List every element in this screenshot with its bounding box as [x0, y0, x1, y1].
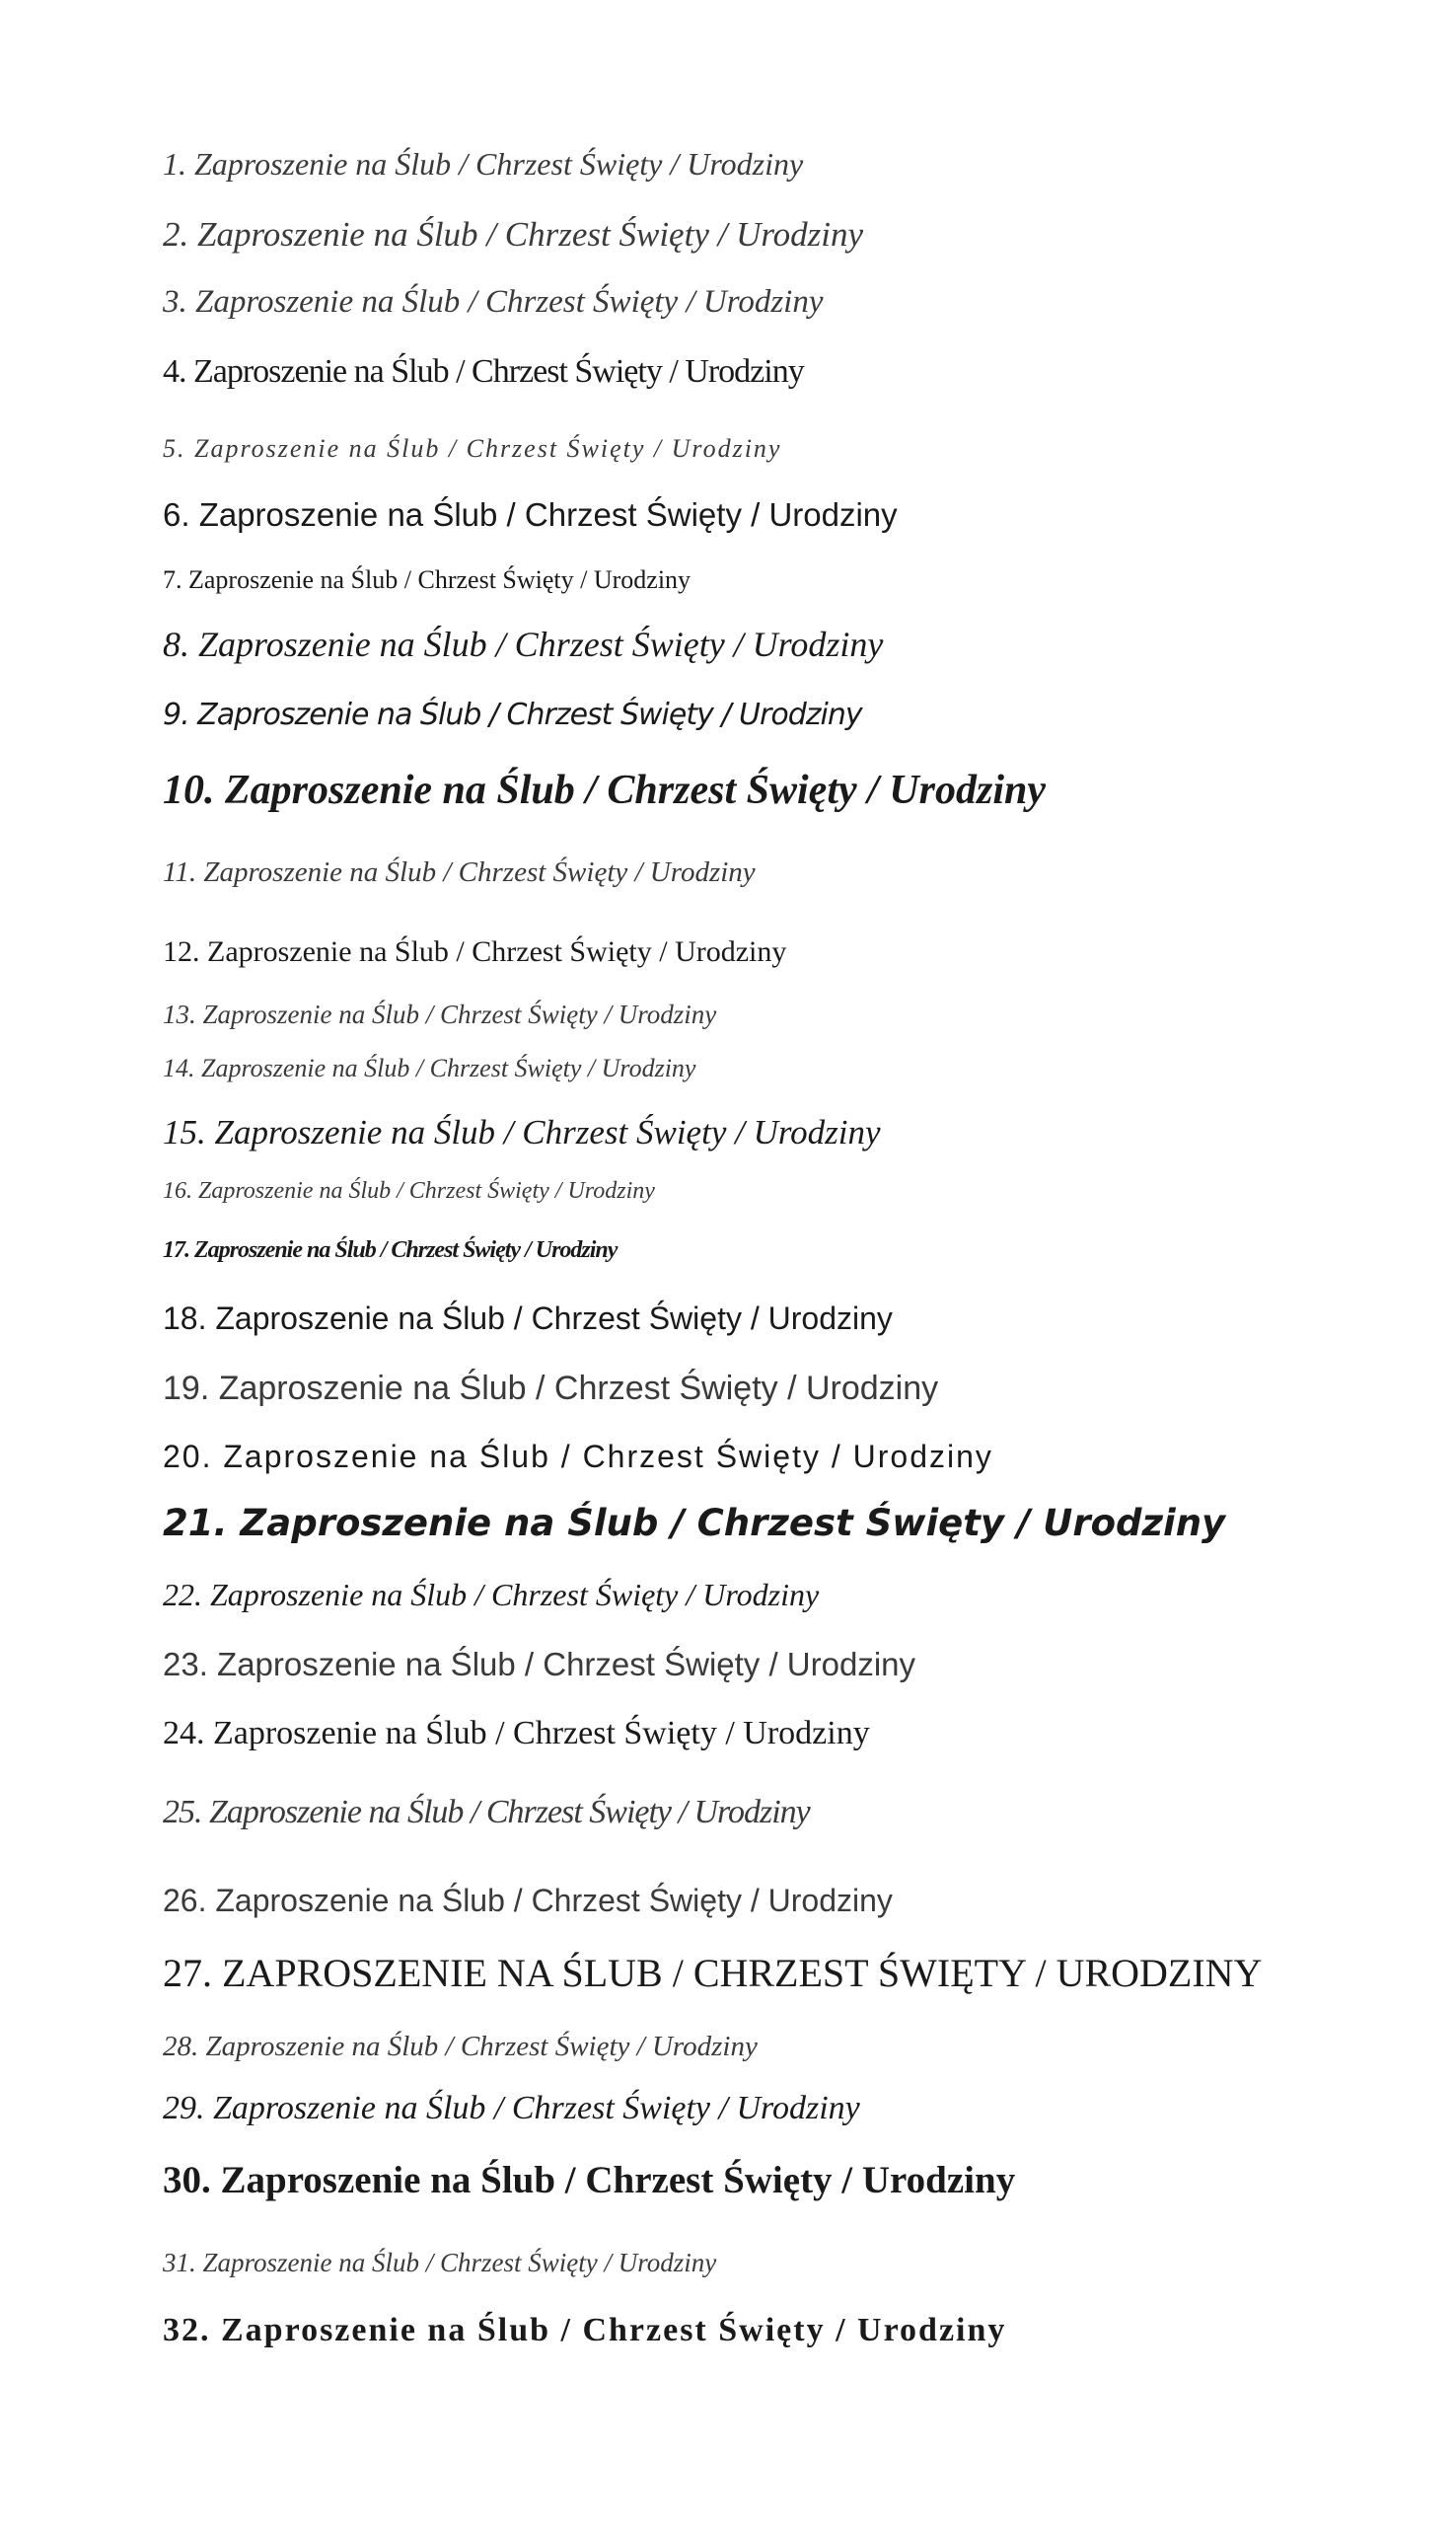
font-sample-10: 10. Zaproszenie na Ślub / Chrzest Święty / Urodziny [163, 768, 1046, 813]
font-sample-13: 13. Zaproszenie na Ślub / Chrzest Święty / Urodziny [163, 1000, 717, 1029]
font-sample-11: 11. Zaproszenie na Ślub / Chrzest Święty / Urodziny [163, 856, 756, 888]
font-sample-3: 3. Zaproszenie na Ślub / Chrzest Święty / Urodziny [163, 284, 824, 320]
font-sample-16: 16. Zaproszenie na Ślub / Chrzest Święty / Urodziny [163, 1178, 655, 1204]
font-sample-2: 2. Zaproszenie na Ślub / Chrzest Święty / Urodziny [163, 215, 864, 254]
font-sample-1: 1. Zaproszenie na Ślub / Chrzest Święty / Urodziny [163, 146, 804, 182]
font-sample-17: 17. Zaproszenie na Ślub / Chrzest Święty / Urodziny [163, 1237, 618, 1263]
font-sample-28: 28. Zaproszenie na Ślub / Chrzest Święty / Urodziny [163, 2031, 758, 2062]
font-sample-21: 21. Zaproszenie na Ślub / Chrzest Święty / Urodziny [163, 1502, 1226, 1544]
font-sample-8: 8. Zaproszenie na Ślub / Chrzest Święty / Urodziny [163, 625, 884, 664]
font-sample-9: 9. Zaproszenie na Ślub / Chrzest Święty / Urodziny [163, 698, 862, 732]
font-sample-14: 14. Zaproszenie na Ślub / Chrzest Święty / Urodziny [163, 1054, 696, 1082]
font-sample-20: 20. Zaproszenie na Ślub / Chrzest Święty / Urodziny [163, 1439, 993, 1474]
font-sample-19: 19. Zaproszenie na Ślub / Chrzest Święty / Urodziny [163, 1370, 939, 1407]
font-sample-29: 29. Zaproszenie na Ślub / Chrzest Święty / Urodziny [163, 2090, 860, 2126]
font-sample-26: 26. Zaproszenie na Ślub / Chrzest Święty / Urodziny [163, 1883, 893, 1918]
font-sample-18: 18. Zaproszenie na Ślub / Chrzest Święty / Urodziny [163, 1300, 893, 1336]
font-sample-30: 30. Zaproszenie na Ślub / Chrzest Święty / Urodziny [163, 2159, 1016, 2201]
font-sample-31: 31. Zaproszenie na Ślub / Chrzest Święty / Urodziny [163, 2248, 717, 2277]
font-sample-24: 24. Zaproszenie na Ślub / Chrzest Święty / Urodziny [163, 1715, 870, 1751]
font-sample-5: 5. Zaproszenie na Ślub / Chrzest Święty / Urodziny [163, 434, 782, 463]
font-sample-27: 27. ZAPROSZENIE NA ŚLUB / CHRZEST ŚWIĘTY / URODZINY [163, 1951, 1263, 1995]
font-sample-7: 7. Zaproszenie na Ślub / Chrzest Święty / Urodziny [163, 565, 692, 594]
font-sample-32: 32. Zaproszenie na Ślub / Chrzest Święty / Urodziny [163, 2312, 1007, 2348]
font-sample-12: 12. Zaproszenie na Ślub / Chrzest Święty / Urodziny [163, 935, 787, 968]
font-sample-25: 25. Zaproszenie na Ślub / Chrzest Święty / Urodziny [163, 1794, 810, 1830]
font-sample-6: 6. Zaproszenie na Ślub / Chrzest Święty / Urodziny [163, 496, 898, 533]
font-sample-22: 22. Zaproszenie na Ślub / Chrzest Święty / Urodziny [163, 1577, 820, 1612]
font-sample-15: 15. Zaproszenie na Ślub / Chrzest Święty / Urodziny [163, 1113, 881, 1152]
font-sample-4: 4. Zaproszenie na Ślub / Chrzest Święty / Urodziny [163, 353, 804, 390]
font-sample-23: 23. Zaproszenie na Ślub / Chrzest Święty / Urodziny [163, 1646, 916, 1682]
